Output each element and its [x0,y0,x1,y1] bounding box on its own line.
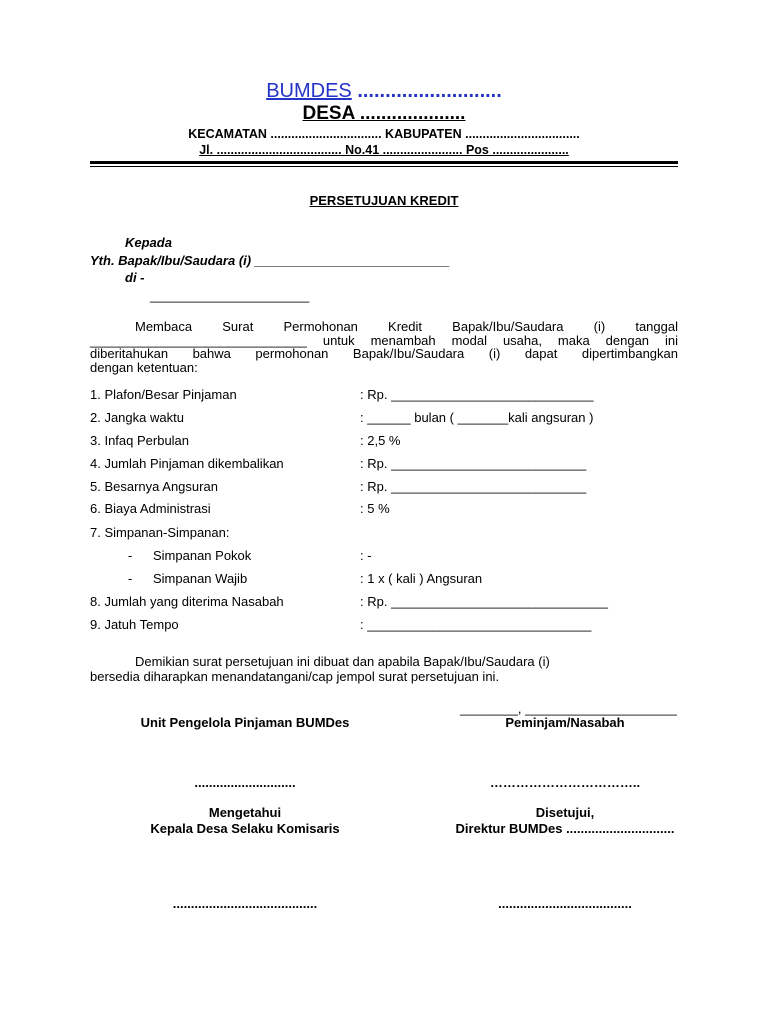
signature-direktur-dots: ..................................... [498,896,632,911]
closing-line-2: bersedia diharapkan menandatangani/cap jempol surat persetujuan ini. [90,668,500,684]
term-value: : ______ bulan ( _______kali angsuran ) [360,410,594,425]
letterhead-kecamatan: KECAMATAN ................................ KABUPATEN ................................. [188,127,580,141]
signature-date-line: ________, _____________________ [460,701,677,716]
addressee-di: di - [125,270,145,285]
term-label: 4. Jumlah Pinjaman dikembalikan [90,456,284,471]
addressee-kepada: Kepada [125,235,172,250]
brand-name: BUMDES [266,80,352,102]
term-label: 3. Infaq Perbulan [90,433,190,448]
signature-peminjam-dots: …………………………….. [489,775,641,790]
term-value: : Rp. ____________________________ [360,387,594,402]
intro-line-1: Membaca Surat Permohonan Kredit Bapak/Ibu/Saudara (i) tanggal [135,319,678,334]
signature-kepala-dots: ........................................ [172,896,318,911]
letterhead-address: Jl. .................................... No.41 ....................... Pos ...................... [199,143,569,157]
term-label: 5. Besarnya Angsuran [90,479,218,494]
signature-unit-title: Unit Pengelola Pinjaman BUMDes [140,715,350,730]
term-value: : Rp. ___________________________ [360,479,587,494]
letterhead-bumdes [0,80,768,103]
term-label: 6. Biaya Administrasi [90,501,211,516]
intro-paragraph [90,320,678,374]
term-value: : Rp. ______________________________ [360,594,608,609]
term-value: : 2,5 % [360,433,401,448]
sub-term-dash: - [128,548,133,563]
intro-line-2: ______________________________ untuk menambah modal usaha, maka dengan ini [90,332,678,348]
closing-line-1: Demikian surat persetujuan ini dibuat dan apabila Bapak/Ibu/Saudara (i) [135,654,550,669]
signature-direktur-title: Direktur BUMDes .............................. [455,821,675,836]
term-label: 8. Jumlah yang diterima Nasabah [90,594,284,609]
term-label: 1. Plafon/Besar Pinjaman [90,387,237,402]
closing-paragraph [90,655,678,684]
sub-term-dash: - [128,571,133,586]
term-value: : 5 % [360,501,390,516]
signature-unit-dots: ............................ [194,775,296,790]
sub-term-label: Simpanan Pokok [153,548,252,563]
letterhead-desa: DESA .................... [302,103,466,124]
letterhead-rule-thin [90,166,678,167]
term-label: 9. Jatuh Tempo [90,617,179,632]
signature-mengetahui: Mengetahui [208,805,282,820]
brand-dots: .......................... [351,80,502,102]
term-value: : _______________________________ [360,617,592,632]
signature-kepala-title: Kepala Desa Selaku Komisaris [150,821,340,836]
sub-term-value: : - [360,548,372,563]
term-label: 2. Jangka waktu [90,410,184,425]
addressee-yth: Yth. Bapak/Ibu/Saudara (i) ___________________________ [90,253,450,268]
sub-term-label: Simpanan Wajib [153,571,248,586]
term-label: 7. Simpanan-Simpanan: [90,525,230,540]
sub-term-value: : 1 x ( kali ) Angsuran [360,571,483,586]
document-title: PERSETUJUAN KREDIT [309,193,459,208]
intro-line-4: dengan ketentuan: [90,359,198,375]
term-value: : Rp. ___________________________ [360,456,587,471]
addressee-place: ______________________ [150,288,310,303]
intro-line-3: diberitahukan bahwa permohonan Bapak/Ibu/Saudara (i) dapat dipertimbangkan [90,346,678,361]
letterhead-rule-thick [90,161,678,164]
signature-disetujui: Disetujui, [535,805,595,820]
signature-peminjam-title: Peminjam/Nasabah [505,715,625,730]
